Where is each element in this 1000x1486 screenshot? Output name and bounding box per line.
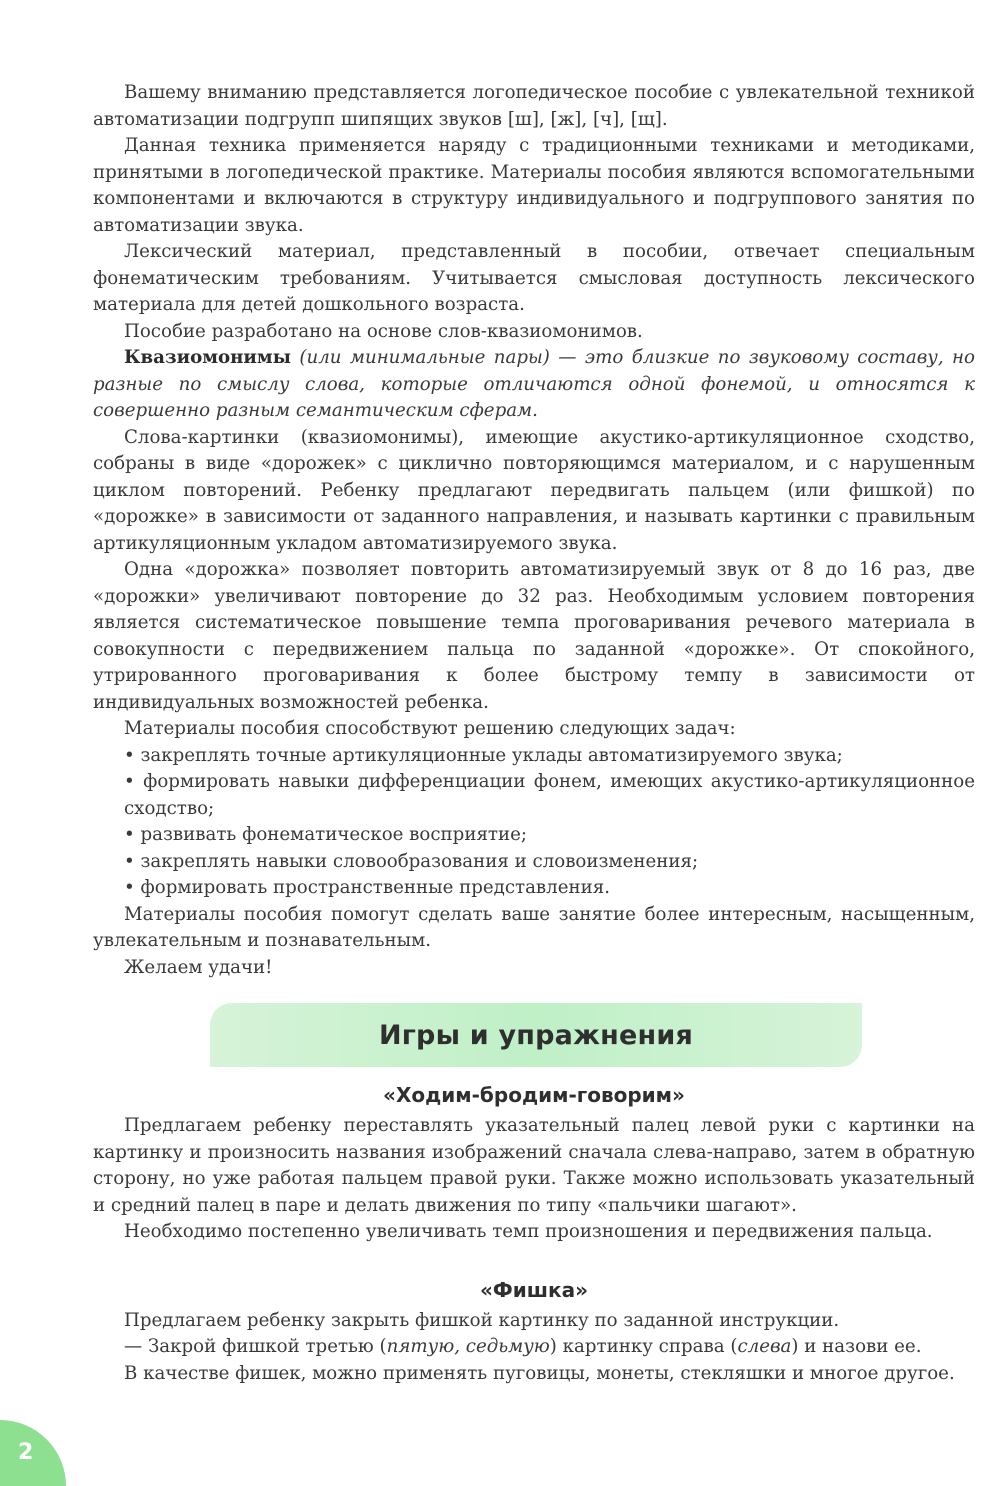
page-number-badge [0,1420,66,1486]
section-banner [210,1003,862,1067]
closing-paragraph-2: Желаем удачи! [124,956,273,978]
page-number: 2 [18,1440,34,1465]
definition-paren: (или минимальные пары) [299,347,550,368]
intro-paragraph-3: Лексический материал, представленный в пособии, отвечает специальным фонематическим требованиям. Учитывается смысловая доступность лексического материала для детей дошкольного возраста. [93,241,975,315]
task-item-1: • закреплять точные артикуляционные уклады автоматизируемого звука; [124,744,843,766]
task-item-4: • закреплять навыки словообразования и словоизменения; [124,850,699,872]
page-content [93,80,975,1387]
instruction-part: ) и назови ее. [791,1336,922,1357]
game1-paragraph-2: Необходимо постепенно увеличивать темп произношения и передвижения пальца. [124,1221,933,1242]
body-paragraph-2: Одна «дорожка» позволяет повторить автоматизируемый звук от 8 до 16 раз, две «дорожки» увеличивают повторение до 32 раз. Необходимым условием повторения является систематическое повышение темпа проговаривания речевого материала в совокупности с передвижением пальца по заданной «дорожке». От спокойного, утрированного проговаривания к более быстрому темпу в зависимости от индивидуальных возможностей ребенка. [93,559,975,713]
intro-paragraph-2: Данная техника применяется наряду с традиционными техниками и методиками, принятыми в логопедической практике. Материалы пособия являются вспомогательными компонентами и включаются в структуру индивидуального и подгруппового занятия по автоматизации звука. [93,135,975,236]
task-item-2: • формировать навыки дифференциации фонем, имеющих акустико-артикуляционное сходство; [124,771,975,819]
intro-paragraph-1: Вашему вниманию представляется логопедическое пособие с увлекательной техникой автоматизации подгрупп шипящих звуков [ш], [ж], [ч], [щ]. [93,82,975,130]
intro-paragraph-4: Пособие разработано на основе слов-квазиомонимов. [124,320,643,342]
definition-term: Квазиомонимы [124,347,291,368]
game2-instruction [93,1334,975,1361]
section-title: Игры и упражнения [378,1019,694,1051]
game2-paragraph-1: Предлагаем ребенку закрыть фишкой картинку по заданной инструкции. [124,1309,840,1331]
game2-title: «Фишка» [480,1277,588,1302]
instruction-italic: пятую, седьмую [386,1336,550,1357]
game1-title: «Ходим-бродим-говорим» [383,1083,685,1107]
task-item-3: • развивать фонематическое восприятие; [124,824,527,845]
instruction-part: — Закрой фишкой третью ( [124,1336,387,1357]
body-paragraph-3: Материалы пособия способствуют решению следующих задач: [124,718,736,739]
closing-paragraph-1: Материалы пособия помогут сделать ваше занятие более интересным, насыщенным, увлекательным и познавательным. [93,903,975,951]
instruction-part: ) картинку справа ( [549,1336,738,1357]
game1-paragraph-1: Предлагаем ребенку переставлять указательный палец левой руки с картинки на картинку и произносить названия изображений сначала слева-направо, затем в обратную сторону, но уже работая пальцем правой руки. Также можно использовать указательный и средний палец в паре и делать движения по типу «пальчики шагают». [93,1115,975,1216]
instruction-italic: слева [737,1336,792,1357]
definition-paragraph [93,345,975,425]
body-paragraph-1: Слова-картинки (квазиомонимы), имеющие акустико-артикуляционное сходство, собраны в виде «дорожек» с циклично повторяющимся материалом, и с нарушенным циклом повторений. Ребенку предлагают передвигать пальцем (или фишкой) по «дорожке» в зависимости от заданного направления, и называть картинки с правильным артикуляционным укладом автоматизируемого звука. [93,426,975,554]
task-item-5: • формировать пространственные представления. [124,877,610,898]
definition-text: — это близкие по звуковому составу, но разные по смыслу слова, которые отличаются одной фонемой, и относятся к совершенно разным семантическим сферам. [93,347,975,421]
game2-paragraph-3: В качестве фишек, можно применять пуговицы, монеты, стекляшки и многое другое. [124,1362,955,1384]
